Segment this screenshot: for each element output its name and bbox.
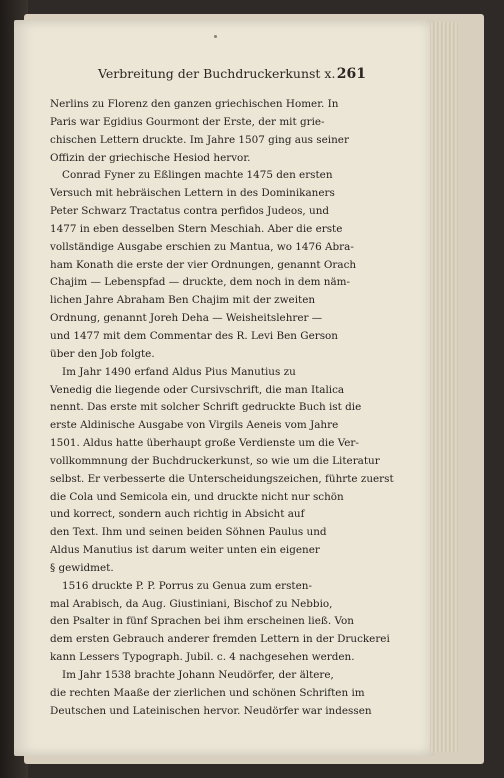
page-number: 261 [336,66,366,82]
text-line: über den Job folgte. [50,347,155,360]
text-line: Nerlins zu Florenz den ganzen griechischen Homer. In [50,98,339,110]
text-line: die Cola und Semicola ein, und druckte nicht nur schön [50,490,344,503]
text-line: erste Aldinische Ausgabe von Virgils Aeneis vom Jahre [50,419,339,432]
text-line: Ordnung, genannt Joreh Deha — Weisheitslehrer — [50,312,323,325]
running-header [98,66,366,84]
text-line: Deutschen und Lateinischen hervor. Neudörfer war indessen [50,704,372,717]
text-line: und 1477 mit dem Commentar des R. Levi Ben Gerson [50,329,338,342]
text-line: Versuch mit hebräischen Lettern in des Dominikaners [50,187,335,200]
text-line: Venedig die liegende oder Cursivschrift, die man Italica [50,383,345,396]
text-line: lichen Jahre Abraham Ben Chajim mit der zweiten [50,294,316,307]
text-line: chischen Lettern druckte. Im Jahre 1507 ging aus seiner [50,133,349,146]
text-line: vollkommnung der Buchdruckerkunst, so wie um die Literatur [50,454,380,467]
text-line: nennt. Das erste mit solcher Schrift gedruckte Buch ist die [50,401,362,414]
text-line: kann Lessers Typograph. Jubil. c. 4 nachgesehen werden. [50,651,355,664]
text-line: 1516 druckte P. P. Porrus zu Genua zum ersten- [62,579,312,592]
text-line: selbst. Er verbesserte die Unterscheidungszeichen, führte zuerst [50,472,394,485]
text-line: die rechten Maaße der zierlichen und schönen Schriften im [50,686,365,699]
text-line: vollständige Ausgabe erschien zu Mantua, wo 1476 Abra- [50,240,354,253]
text-line: 1501. Aldus hatte überhaupt große Verdienste um die Ver- [50,437,359,450]
paper-spot [214,35,217,38]
text-line: Chajim — Lebenspfad — druckte, dem noch in dem näm- [50,276,351,289]
text-line: § gewidmet. [50,561,114,574]
page-stack-edge [430,22,458,752]
text-line: und korrect, sondern auch richtig in Absicht auf [50,508,305,521]
text-line: Paris war Egidius Gourmont der Erste, der mit grie- [50,115,325,128]
text-line: 1477 in eben desselben Stern Meschiah. Aber die erste [50,222,343,235]
text-line: Im Jahr 1538 brachte Johann Neudörfer, der ältere, [62,669,334,681]
text-line: dem ersten Gebrauch anderer fremden Lettern in der Druckerei [50,633,390,646]
text-line: mal Arabisch, da Aug. Giustiniani, Bischof zu Nebbio, [50,597,333,610]
text-line: Peter Schwarz Tractatus contra perfidos Judeos, und [50,205,330,218]
body-text [50,96,394,721]
text-line: Offizin der griechische Hesiod hervor. [50,151,251,164]
text-line: Conrad Fyner zu Eßlingen machte 1475 den ersten [62,169,333,182]
text-line: Im Jahr 1490 erfand Aldus Pius Manutius zu [62,365,296,378]
text-line: den Psalter in fünf Sprachen bei ihm erscheinen ließ. Von [50,615,354,628]
running-title: Verbreitung der Buchdruckerkunst x. [98,66,336,81]
text-line: den Text. Ihm und seinen beiden Söhnen Paulus und [50,526,327,539]
text-line: ham Konath die erste der vier Ordnungen, genannt Orach [50,258,357,271]
text-line: Aldus Manutius ist darum weiter unten ein eigener [50,544,320,557]
